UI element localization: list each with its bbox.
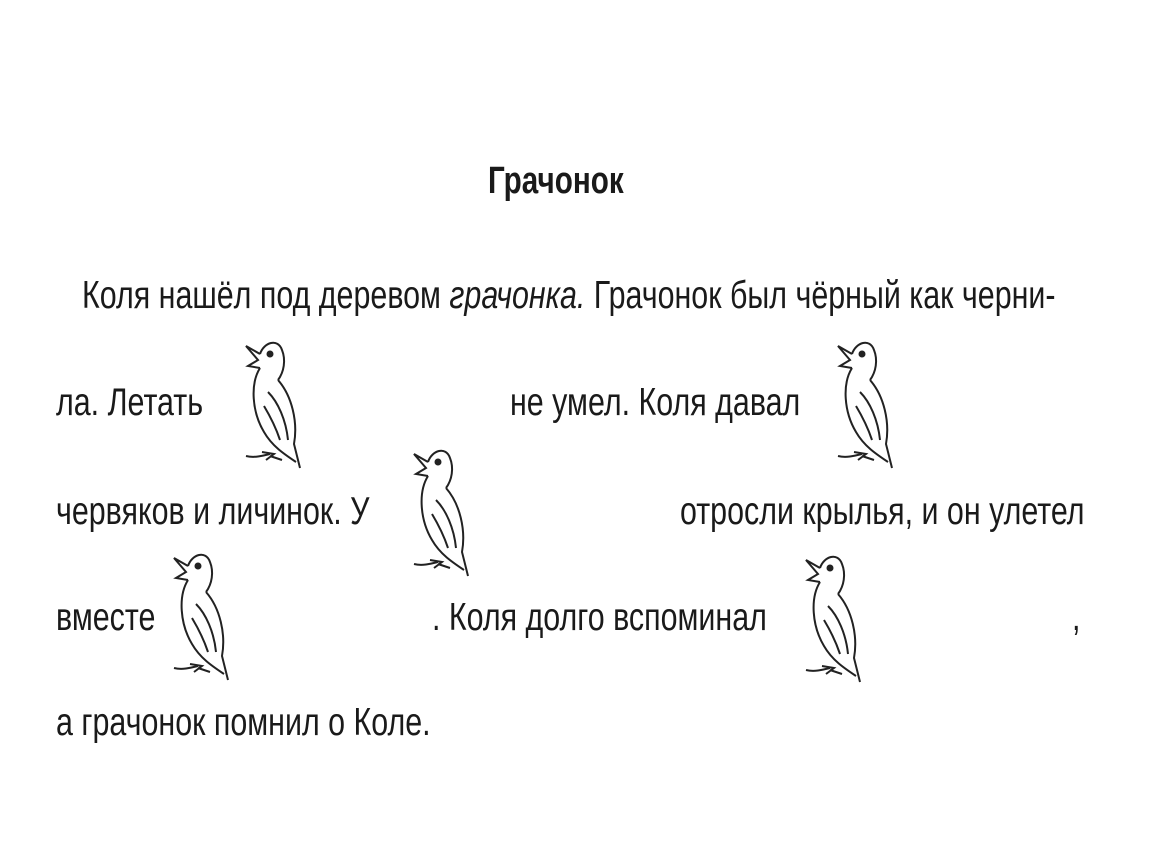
text-line-5: а грачонок помнил о Коле. [56,701,431,744]
rook-bird-icon [832,336,902,471]
text-line-2a: ла. Летать [56,381,204,424]
text-line-3a: червяков и личинок. У [56,490,370,533]
text-segment: Коля нашёл под деревом [82,274,450,317]
text-line-4c: , [1072,596,1081,639]
rook-bird-icon [408,444,478,579]
text-segment: Грачонок был чёрный как черни- [585,274,1056,317]
rook-bird-icon [168,548,238,683]
page-title: Грачонок [488,160,624,202]
italic-word: грачонка. [449,274,586,317]
text-line-2b: не умел. Коля давал [510,381,801,424]
text-line-4a: вместе [56,596,156,639]
text-line-3b: отросли крылья, и он улетел [680,490,1085,533]
text-line-4b: . Коля долго вспоминал [432,596,767,639]
rook-bird-icon [800,550,870,685]
text-line-1 [82,276,1056,315]
rook-bird-icon [240,336,310,471]
